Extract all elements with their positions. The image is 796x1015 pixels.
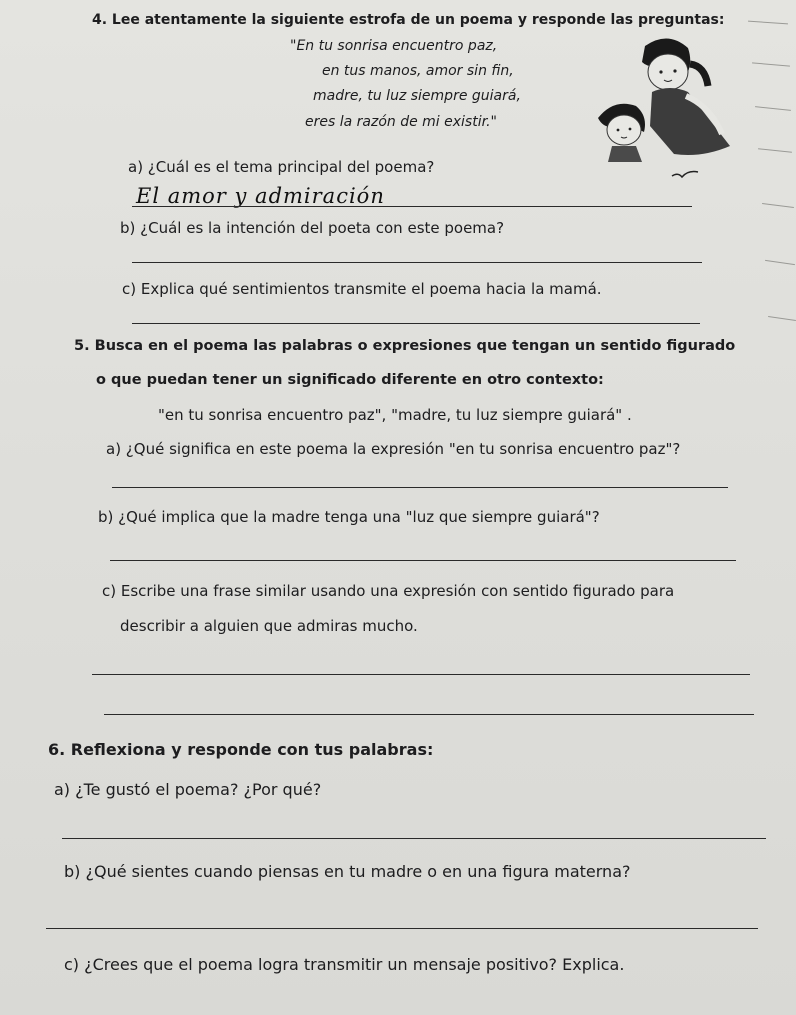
q4-c-question: c) Explica qué sentimientos transmite el poema hacia la mamá. bbox=[122, 280, 602, 298]
q5-b-question: b) ¿Qué implica que la madre tenga una "luz que siempre guiará"? bbox=[98, 508, 600, 526]
q5-a-question: a) ¿Qué significa en este poema la expresión "en tu sonrisa encuentro paz"? bbox=[106, 440, 681, 458]
mother-figure bbox=[642, 38, 730, 155]
q6-a-answer-line[interactable] bbox=[62, 838, 766, 839]
edge-line bbox=[748, 21, 788, 25]
q4-c-answer-line[interactable] bbox=[132, 323, 700, 324]
check-mark-icon bbox=[670, 168, 700, 182]
edge-line bbox=[765, 260, 795, 265]
edge-line bbox=[762, 203, 794, 208]
q6-a-question: a) ¿Te gustó el poema? ¿Por qué? bbox=[54, 780, 322, 799]
q4-b-answer-line[interactable] bbox=[132, 262, 702, 263]
q4-a-handwritten-answer: El amor y admiración bbox=[136, 184, 385, 208]
q5-c-question-line-2: describir a alguien que admiras mucho. bbox=[120, 617, 418, 635]
q5-heading-line-1: 5. Busca en el poema las palabras o expresiones que tengan un sentido figurado bbox=[74, 338, 736, 354]
q4-heading: 4. Lee atentamente la siguiente estrofa de un poema y responde las preguntas: bbox=[92, 12, 725, 28]
q5-examples: "en tu sonrisa encuentro paz", "madre, tu luz siempre guiará" . bbox=[158, 406, 632, 424]
q4-b-question: b) ¿Cuál es la intención del poeta con este poema? bbox=[120, 219, 505, 237]
q5-c-question-line-1: c) Escribe una frase similar usando una expresión con sentido figurado para bbox=[102, 582, 675, 600]
poem-line-2: en tus manos, amor sin fin, bbox=[322, 63, 514, 79]
q6-b-answer-line[interactable] bbox=[46, 928, 758, 929]
q5-c-answer-line-1[interactable] bbox=[92, 674, 750, 675]
q6-b-question: b) ¿Qué sientes cuando piensas en tu madre o en una figura materna? bbox=[64, 862, 631, 881]
poem-line-3: madre, tu luz siempre guiará, bbox=[313, 88, 521, 104]
q6-heading: 6. Reflexiona y responde con tus palabras: bbox=[48, 740, 434, 759]
mother-child-illustration bbox=[590, 36, 765, 166]
q4-a-question: a) ¿Cuál es el tema principal del poema? bbox=[128, 158, 435, 176]
q5-b-answer-line[interactable] bbox=[110, 560, 736, 561]
q5-a-answer-line[interactable] bbox=[112, 487, 728, 488]
q5-heading-line-2: o que puedan tener un significado diferente en otro contexto: bbox=[96, 372, 604, 388]
q4-a-answer-line[interactable] bbox=[132, 206, 692, 207]
edge-line bbox=[768, 316, 796, 321]
q5-c-answer-line-2[interactable] bbox=[104, 714, 754, 715]
q6-c-question: c) ¿Crees que el poema logra transmitir un mensaje positivo? Explica. bbox=[64, 955, 625, 974]
poem-line-1: "En tu sonrisa encuentro paz, bbox=[290, 38, 498, 54]
child-figure bbox=[598, 104, 645, 162]
poem-line-4: eres la razón de mi existir." bbox=[305, 114, 497, 130]
